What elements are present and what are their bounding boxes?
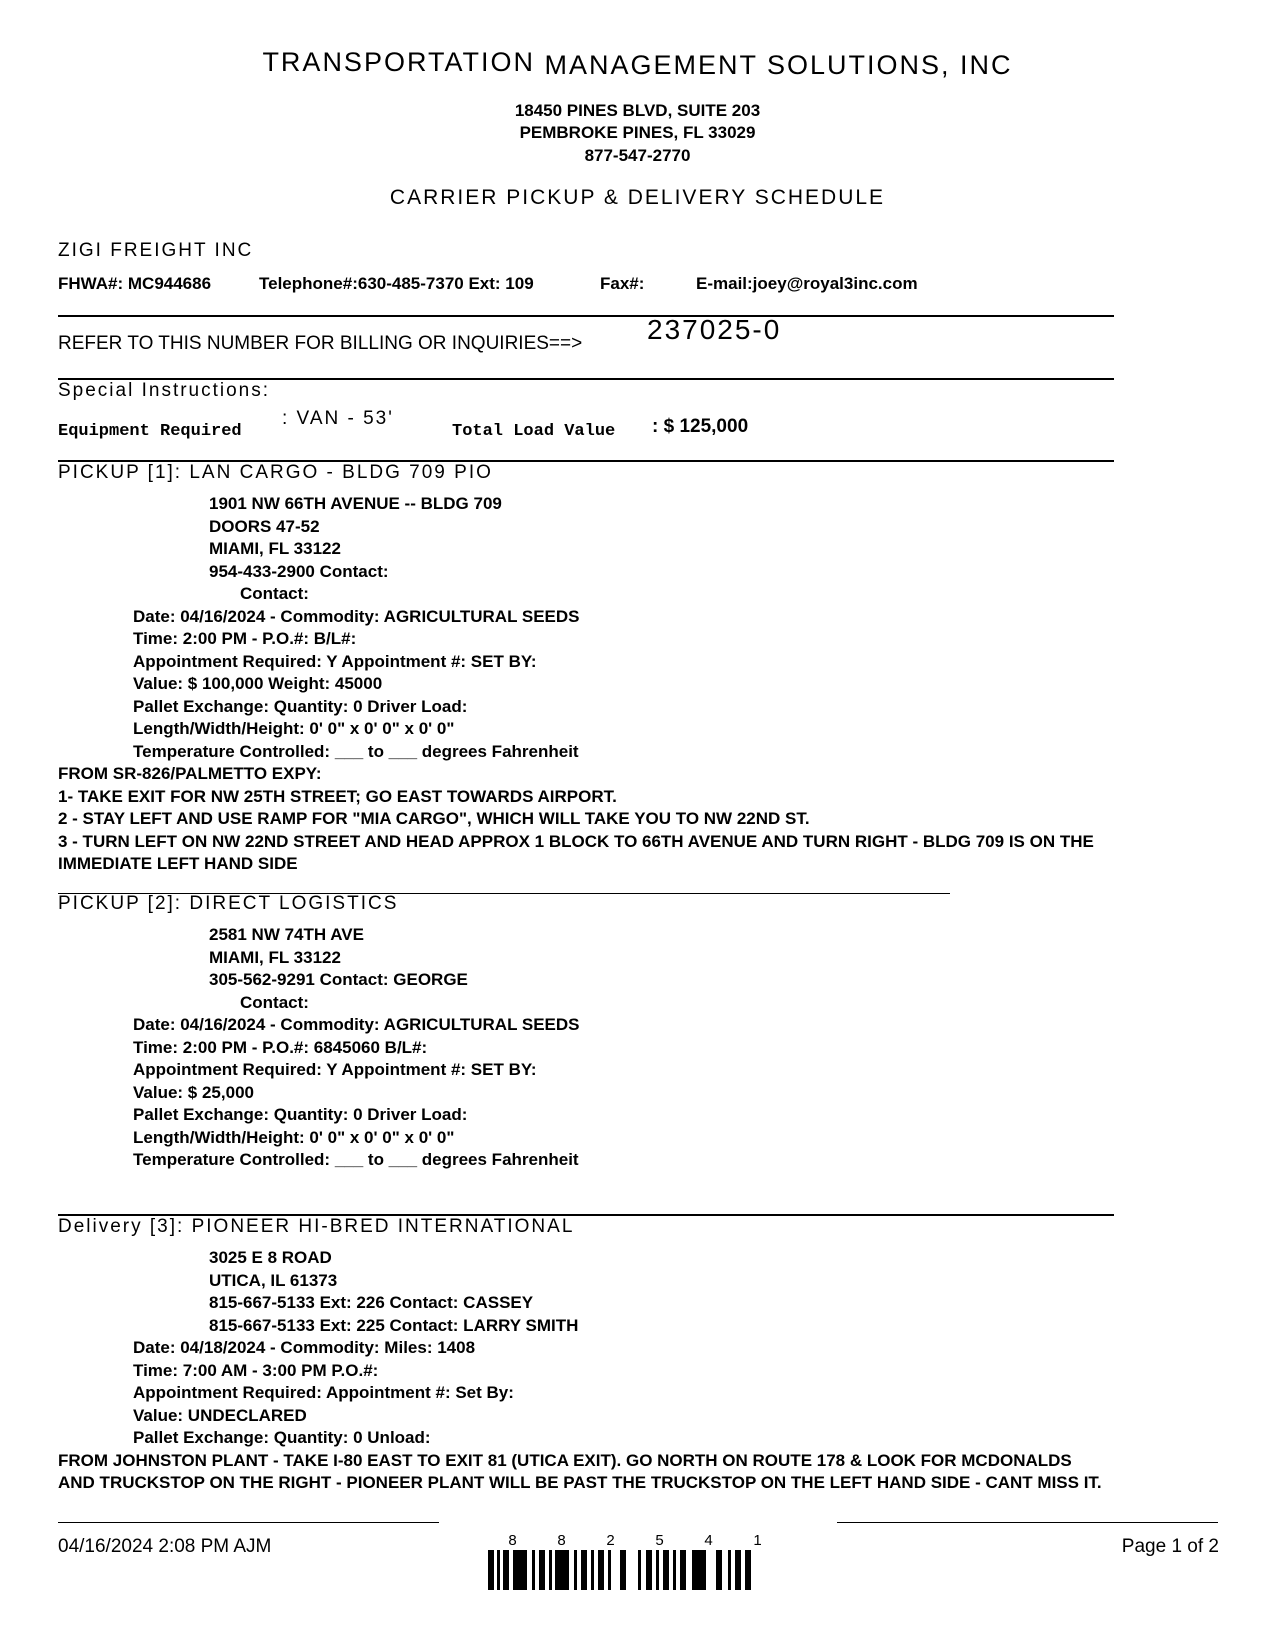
carrier-email: E-mail:joey@royal3inc.com [696,274,918,293]
pickup2-temperature: Temperature Controlled: ___ to ___ degrees Fahrenheit [133,1150,579,1169]
pickup2-address-line2: MIAMI, FL 33122 [209,948,341,967]
signature-line-left [58,1522,439,1523]
pickup1-directions-line5: IMMEDIATE LEFT HAND SIDE [58,854,298,873]
barcode-digits [488,1532,782,1549]
delivery3-time: Time: 7:00 AM - 3:00 PM P.O.#: [133,1361,379,1380]
barcode-digit: 4 [704,1532,713,1549]
delivery3-directions-line2: AND TRUCKSTOP ON THE RIGHT - PIONEER PLANT WILL BE PAST THE TRUCKSTOP ON THE LEFT HAND SIDE - CANT MISS IT. [58,1473,1102,1492]
total-load-value-amount: : $ 125,000 [652,416,749,437]
document-title: CARRIER PICKUP & DELIVERY SCHEDULE [389,186,886,209]
delivery3-heading: Delivery [3]: PIONEER HI-BRED INTERNATIONAL [58,1216,575,1237]
page-number: Page 1 of 2 [1121,1536,1219,1557]
pickup1-value: Value: $ 100,000 Weight: 45000 [133,674,383,693]
delivery3-appointment: Appointment Required: Appointment #: Set By: [133,1383,514,1402]
carrier-telephone: Telephone#:630-485-7370 Ext: 109 [259,274,534,293]
pickup1-appointment: Appointment Required: Y Appointment #: SET BY: [133,652,537,671]
pickup1-directions-line1: FROM SR-826/PALMETTO EXPY: [58,764,322,783]
pickup2-time: Time: 2:00 PM - P.O.#: 6845060 B/L#: [133,1038,428,1057]
company-name-part1: TRANSPORTATION [262,47,535,77]
pickup2-pallet: Pallet Exchange: Quantity: 0 Driver Load: [133,1105,468,1124]
company-name-part2: MANAGEMENT SOLUTIONS, INC [544,50,1013,80]
barcode-digit: 5 [655,1532,664,1549]
pickup1-address-line1: 1901 NW 66TH AVENUE -- BLDG 709 [209,494,502,513]
pickup2-value: Value: $ 25,000 [133,1083,254,1102]
delivery3-pallet: Pallet Exchange: Quantity: 0 Unload: [133,1428,431,1447]
delivery3-value: Value: UNDECLARED [133,1406,307,1425]
barcode-digit: 2 [606,1532,615,1549]
pickup1-directions-line3: 2 - STAY LEFT AND USE RAMP FOR "MIA CARGO", WHICH WILL TAKE YOU TO NW 22ND ST. [58,809,810,828]
pickup1-address-line3: MIAMI, FL 33122 [209,539,341,558]
pickup2-heading: PICKUP [2]: DIRECT LOGISTICS [58,893,399,914]
print-timestamp: 04/16/2024 2:08 PM AJM [58,1536,272,1557]
pickup1-date: Date: 04/16/2024 - Commodity: AGRICULTURAL SEEDS [133,607,580,626]
signature-line-right [837,1522,1218,1523]
pickup2-dimensions: Length/Width/Height: 0' 0" x 0' 0" x 0' 0" [133,1128,455,1147]
carrier-fhwa: FHWA#: MC944686 [58,274,212,293]
billing-label: REFER TO THIS NUMBER FOR BILLING OR INQUIRIES==> [58,333,583,354]
delivery3-address-line2: UTICA, IL 61373 [209,1271,338,1290]
pickup2-contact2: Contact: [240,993,309,1012]
equipment-required-label: Equipment Required [58,422,242,441]
pickup2-phone: 305-562-9291 Contact: GEORGE [209,970,468,989]
barcode-digit: 8 [508,1532,517,1549]
pickup2-address-line1: 2581 NW 74TH AVE [209,925,364,944]
barcode [488,1550,788,1590]
total-load-value-label: Total Load Value [452,422,616,441]
pickup1-temperature: Temperature Controlled: ___ to ___ degrees Fahrenheit [133,742,579,761]
pickup2-date: Date: 04/16/2024 - Commodity: AGRICULTURAL SEEDS [133,1015,580,1034]
equipment-required-value: : VAN - 53' [282,408,394,429]
pickup1-time: Time: 2:00 PM - P.O.#: B/L#: [133,629,357,648]
barcode-digit: 1 [753,1532,762,1549]
pickup1-phone: 954-433-2900 Contact: [209,562,389,581]
pickup2-appointment: Appointment Required: Y Appointment #: SET BY: [133,1060,537,1079]
delivery3-phone2: 815-667-5133 Ext: 225 Contact: LARRY SMITH [209,1316,579,1335]
pickup1-pallet: Pallet Exchange: Quantity: 0 Driver Load: [133,697,468,716]
company-name [0,47,1275,81]
carrier-name: ZIGI FREIGHT INC [58,240,254,261]
pickup1-directions-line2: 1- TAKE EXIT FOR NW 25TH STREET; GO EAST TOWARDS AIRPORT. [58,787,617,806]
delivery3-phone1: 815-667-5133 Ext: 226 Contact: CASSEY [209,1293,534,1312]
pickup1-heading: PICKUP [1]: LAN CARGO - BLDG 709 PIO [58,462,493,483]
pickup1-address-line2: DOORS 47-52 [209,517,320,536]
divider [58,315,1114,317]
delivery3-address-line1: 3025 E 8 ROAD [209,1248,332,1267]
delivery3-directions-line1: FROM JOHNSTON PLANT - TAKE I-80 EAST TO EXIT 81 (UTICA EXIT). GO NORTH ON ROUTE 178 & LOOK FOR MCDONALDS [58,1451,1072,1470]
pickup1-dimensions: Length/Width/Height: 0' 0" x 0' 0" x 0' 0" [133,719,455,738]
delivery3-date: Date: 04/18/2024 - Commodity: Miles: 1408 [133,1338,476,1357]
company-phone: 877-547-2770 [584,146,691,165]
pickup1-contact2: Contact: [240,584,309,603]
company-address-line2: PEMBROKE PINES, FL 33029 [519,123,756,142]
pickup1-directions-line4: 3 - TURN LEFT ON NW 22ND STREET AND HEAD APPROX 1 BLOCK TO 66TH AVENUE AND TURN RIGHT - BLDG 709 IS ON THE [58,832,1094,851]
company-address-line1: 18450 PINES BLVD, SUITE 203 [514,101,761,120]
barcode-digit: 8 [557,1532,566,1549]
billing-number: 237025-0 [647,314,782,345]
carrier-fax: Fax#: [600,274,645,293]
special-instructions-label: Special Instructions: [58,380,271,401]
